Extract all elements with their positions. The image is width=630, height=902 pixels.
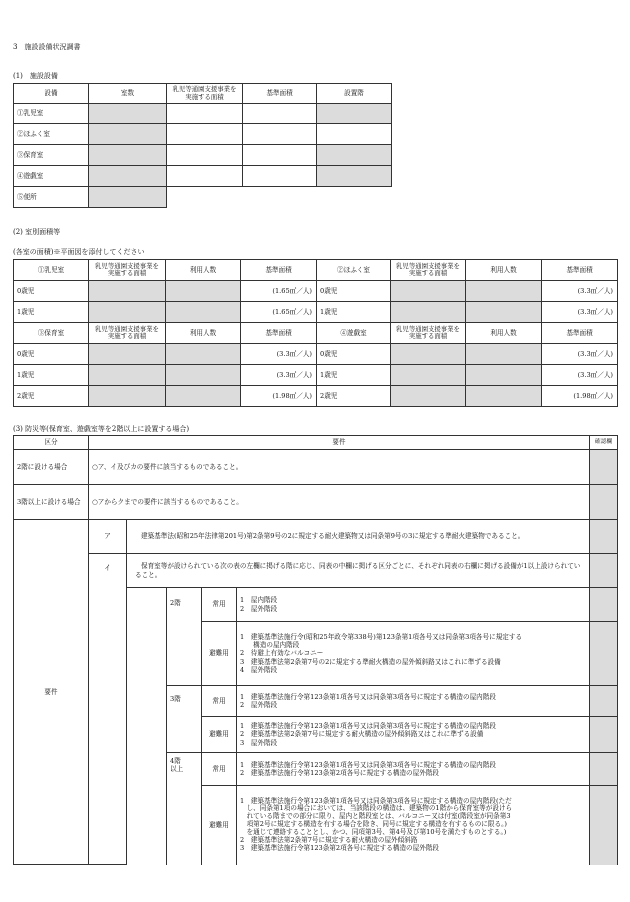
standard-value: (3.3㎡／人) [542,344,618,365]
standard-value: (1.65㎡／人) [241,302,317,323]
cell-users[interactable] [166,302,241,323]
age-label: 1歳児 [14,302,89,323]
req-i-mark: イ [89,554,127,865]
header-rooms: 室数 [89,84,167,104]
header-kubun: 区分 [14,436,89,450]
header-yoken: 要件 [89,436,590,450]
page-title: 3 施設設備状況調書 [13,43,81,51]
cell-standard[interactable] [243,145,317,166]
confirm-cell[interactable] [590,588,618,622]
confirm-cell[interactable] [590,786,618,865]
row-label: ①乳児室 [14,104,89,124]
cell-area[interactable] [391,365,466,386]
cell-users[interactable] [466,302,542,323]
cell-standard[interactable] [243,124,317,145]
cell-rooms[interactable] [89,104,167,124]
floor-2: 2階 [167,588,202,686]
header-standard: 基準面積 [241,323,317,344]
spacer-cell [127,588,167,865]
req-i-text: 保育室等が設けられている次の表の左欄に掲げる階に応じ、同表の中欄に掲げる区分ごとに、それぞれ同表の右欄に掲げる設備が1以上設けられていること。 [127,554,590,588]
cell-standard[interactable] [243,104,317,124]
cell-users[interactable] [466,386,542,407]
cell-users[interactable] [466,344,542,365]
age-label: 2歳児 [14,386,89,407]
age-label: 2歳児 [317,386,391,407]
header-area: 乳児等通園支援事業を実施する面積 [391,260,466,281]
cell-area[interactable] [89,386,166,407]
cell-area[interactable] [89,365,166,386]
section2-heading: (2) 室別面積等 [13,228,61,236]
floor3-label: 3階以上に設ける場合 [14,485,89,520]
cell-rooms[interactable] [89,124,167,145]
age-label: 0歳児 [14,281,89,302]
section1-heading: (1) 施設設備 [13,72,58,80]
age-label: 0歳児 [14,344,89,365]
facility-table [13,83,392,208]
fire-safety-table [13,435,618,865]
confirm-cell[interactable] [590,753,618,786]
header-users: 利用人数 [466,260,542,281]
cell-area[interactable] [167,166,243,187]
row-label: ③保育室 [14,145,89,166]
header-area: 乳児等通園支援事業を実施する面積 [89,323,166,344]
age-label: 1歳児 [317,365,391,386]
standard-value: (3.3㎡／人) [241,365,317,386]
header-standard: 基準面積 [542,323,618,344]
standard-value: (3.3㎡／人) [542,281,618,302]
confirm-cell[interactable] [590,686,618,717]
confirm-cell[interactable] [590,622,618,686]
cell-users[interactable] [166,344,241,365]
cell-rooms[interactable] [89,145,167,166]
age-label: 1歳児 [14,365,89,386]
cell-area[interactable] [391,281,466,302]
header-users: 利用人数 [166,323,241,344]
f3-escape-text: 1 建築基準法施行令第123条第1項各号又は同条第3項各号に規定する構造の屋内階段 2 建築基準法第2条第7号に規定する耐火構造の屋外傾斜路又はこれに準ずる設備 3 屋外階段 [237,717,590,753]
floor2-label: 2階に設ける場合 [14,450,89,485]
header-confirm: 確認欄 [590,436,618,450]
standard-value: (3.3㎡／人) [542,365,618,386]
room-infant: ①乳児室 [14,260,89,281]
cell-users[interactable] [466,365,542,386]
cell-area[interactable] [167,104,243,124]
standard-value: (3.3㎡／人) [542,302,618,323]
floor-3: 3階 [167,686,202,753]
header-equipment: 設備 [14,84,89,104]
header-users: 利用人数 [166,260,241,281]
req-a-mark: ア [89,520,127,554]
header-standard-area: 基準面積 [243,84,317,104]
section3-heading: (3) 防災等(保育室、遊戯室等を2階以上に設置する場合) [13,425,190,433]
age-label: 0歳児 [317,344,391,365]
f3-normal-text: 1 建築基準法施行令第123条第1項各号又は同条第3項各号に規定する構造の屋内階段 2 屋外階段 [237,686,590,717]
cell-area[interactable] [89,302,166,323]
f4-escape-text: 1 建築基準法施行令第123条第1項各号又は同条第3項各号に規定する構造の屋内階段(ただ し、同条第1項の場合においては、当該階段の構造は、建築物の1階から保育室等が設けら れている階までの部分に限り、屋内と階段室とは、バルコニー又は付室(階段室が同条第3 項第2号に規定する構造を有する場合を除き、同号に規定する構造を有するものに限る。) を通じて連絡することとし、かつ、同項第3号、第4号及び第10号を満たすものとする。) 2 建築基準法第2条第7号に規定する耐火構造の屋外傾斜路 3 建築基準法施行令第123条第2項各号に規定する構造の屋外階段 [237,786,590,865]
header-standard: 基準面積 [542,260,618,281]
f2-normal-text: 1 屋内階段 2 屋外階段 [237,588,590,622]
row-label: ②ほふく室 [14,124,89,145]
cell-floor[interactable] [317,104,392,124]
confirm-cell[interactable] [590,554,618,588]
floor3-text: ○アからクまでの要件に該当するものであること。 [89,485,590,520]
age-label: 0歳児 [317,281,391,302]
cell-area[interactable] [167,124,243,145]
cell-floor[interactable] [317,166,392,187]
header-area: 乳児等通園支援事業を実施する面積 [167,84,243,104]
standard-value: (3.3㎡／人) [241,344,317,365]
escape-label: 避難用 [202,786,237,865]
confirm-cell[interactable] [590,520,618,554]
cell-users[interactable] [166,386,241,407]
f4-normal-text: 1 建築基準法施行令第123条第1項各号又は同条第3項各号に規定する構造の屋内階段 2 建築基準法施行令第123条第2項各号に規定する構造の屋外階段 [237,753,590,786]
header-users: 利用人数 [466,323,542,344]
confirm-cell[interactable] [590,717,618,753]
header-area: 乳児等通園支援事業を実施する面積 [89,260,166,281]
normal-label: 常用 [202,588,237,622]
cell-area[interactable] [167,145,243,166]
requirements-label: 要件 [14,520,89,865]
normal-label: 常用 [202,686,237,717]
header-floor: 設置階 [317,84,392,104]
room-crawling: ②ほふく室 [317,260,391,281]
row-label: ④遊戯室 [14,166,89,187]
floor-4-plus: 4階 以上 [167,753,202,865]
room-nursery: ③保育室 [14,323,89,344]
standard-value: (1.98㎡／人) [241,386,317,407]
row-label: ⑤便所 [14,187,89,208]
standard-value: (1.98㎡／人) [542,386,618,407]
cell-rooms[interactable] [89,187,167,208]
cell-rooms[interactable] [89,166,167,187]
room-area-table [13,259,618,407]
floor2-text: ○ア、イ及びカの要件に該当するものであること。 [89,450,590,485]
confirm-cell[interactable] [590,485,618,520]
header-area: 乳児等通園支援事業を実施する面積 [391,323,466,344]
cell-area[interactable] [89,344,166,365]
escape-label: 避難用 [202,717,237,753]
cell-standard[interactable] [243,166,317,187]
section2-note: (各室の面積)※平面図を添付してください [13,248,145,256]
cell-area[interactable] [391,344,466,365]
normal-label: 常用 [202,753,237,786]
escape-label: 避難用 [202,622,237,686]
room-play: ④遊戯室 [317,323,391,344]
cell-area[interactable] [391,386,466,407]
cell-area[interactable] [89,281,166,302]
confirm-cell[interactable] [590,450,618,485]
standard-value: (1.65㎡／人) [241,281,317,302]
cell-floor[interactable] [317,124,392,145]
cell-users[interactable] [466,281,542,302]
cell-floor[interactable] [317,145,392,166]
header-standard: 基準面積 [241,260,317,281]
req-a-text: 建築基準法(昭和25年法律第201号)第2条第9号の2に規定する耐火建築物又は同条第9号の3に規定する準耐火建築物であること。 [127,520,590,554]
cell-users[interactable] [166,365,241,386]
cell-area[interactable] [391,302,466,323]
age-label: 1歳児 [317,302,391,323]
cell-users[interactable] [166,281,241,302]
f2-escape-text: 1 建築基準法施行令(昭和25年政令第338号)第123条第1項各号又は同条第3項各号に規定する 構造の屋内階段 2 待避上有効なバルコニー 3 建築基準法第2条第7号の2に規定する準耐火構造の屋外傾斜路又はこれに準ずる設備 4 屋外階段 [237,622,590,686]
